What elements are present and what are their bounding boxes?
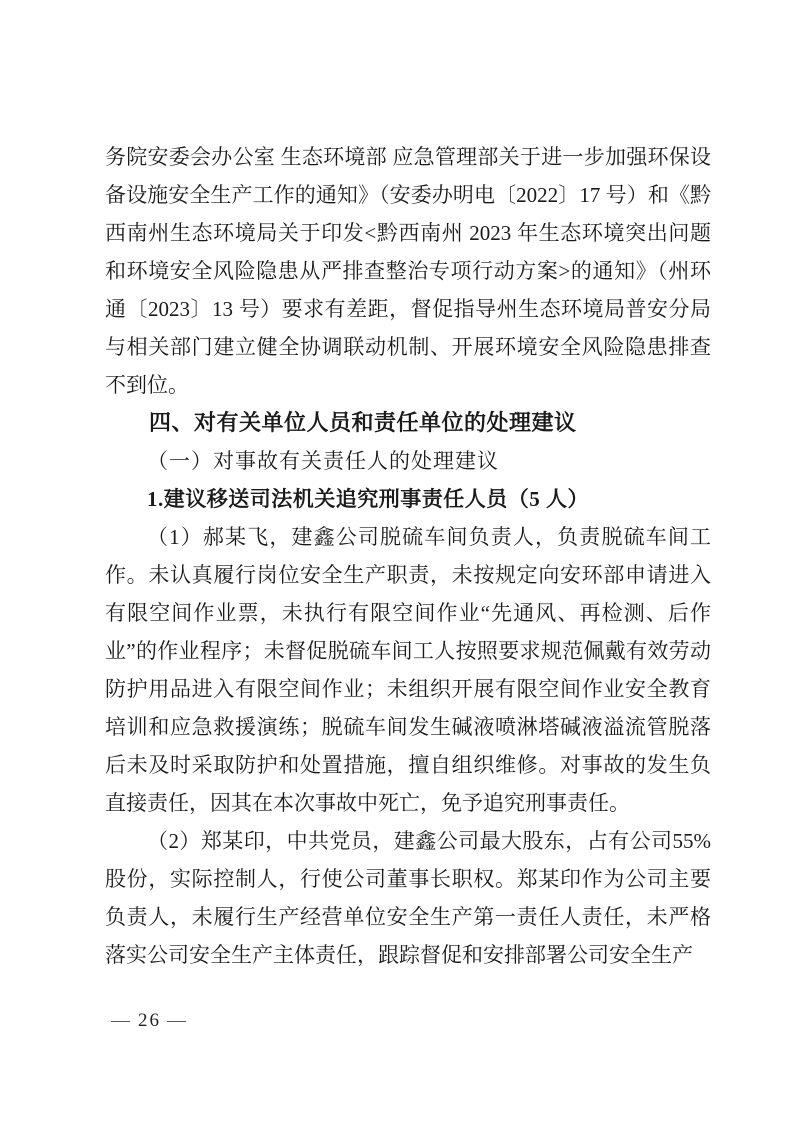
paragraph-continuation: 务院安委会办公室 生态环境部 应急管理部关于进一步加强环保设备设施安全生产工作的通知》（安委办明电〔2022〕17 号）和《黔西南州生态环境局关于印发<黔西南州 2023 年生态环境突出问题和环境安全风险隐患从严排查整治专项行动方案>的通知》（州环通〔2023〕13 号）要求有差距，督促指导州生态环境局普安分局与相关部门建立健全协调联动机制、开展环境安全风险隐患排查不到位。 (105, 145, 711, 397)
section-heading-level2: （一）对事故有关责任人的处理建议 (147, 449, 499, 473)
paragraph-item-2: （2）郑某印，中共党员，建鑫公司最大股东，占有公司55%股份，实际控制人，行使公司董事长职权。郑某印作为公司主要负责人，未履行生产经营单位安全生产第一责任人责任，未严格落实公司安全生产主体责任，跟踪督促和安排部署公司安全生产 (105, 829, 711, 967)
paragraph-item-1: （1）郝某飞，建鑫公司脱硫车间负责人，负责脱硫车间工作。未认真履行岗位安全生产职责，未按规定向安环部申请进入有限空间作业票，未执行有限空间作业“先通风、再检测、后作业”的作业程序；未督促脱硫车间工人按照要求规范佩戴有效劳动防护用品进入有限空间作业；未组织开展有限空间作业安全教育培训和应急救援演练；脱硫车间发生碱液喷淋塔碱液溢流管脱落后未及时采取防护和处置措施，擅自组织维修。对事故的发生负直接责任，因其在本次事故中死亡，免予追究刑事责任。 (105, 525, 711, 815)
section-heading-level3: 1.建议移送司法机关追究刑事责任人员（5 人） (147, 487, 589, 511)
footer-left-dash: — (111, 1010, 132, 1031)
document-body (105, 138, 711, 974)
page-footer (105, 1006, 194, 1036)
section-heading-level1: 四、对有关单位人员和责任单位的处理建议 (149, 410, 577, 435)
page-number: 26 (138, 1010, 161, 1031)
footer-right-dash: — (167, 1010, 188, 1031)
